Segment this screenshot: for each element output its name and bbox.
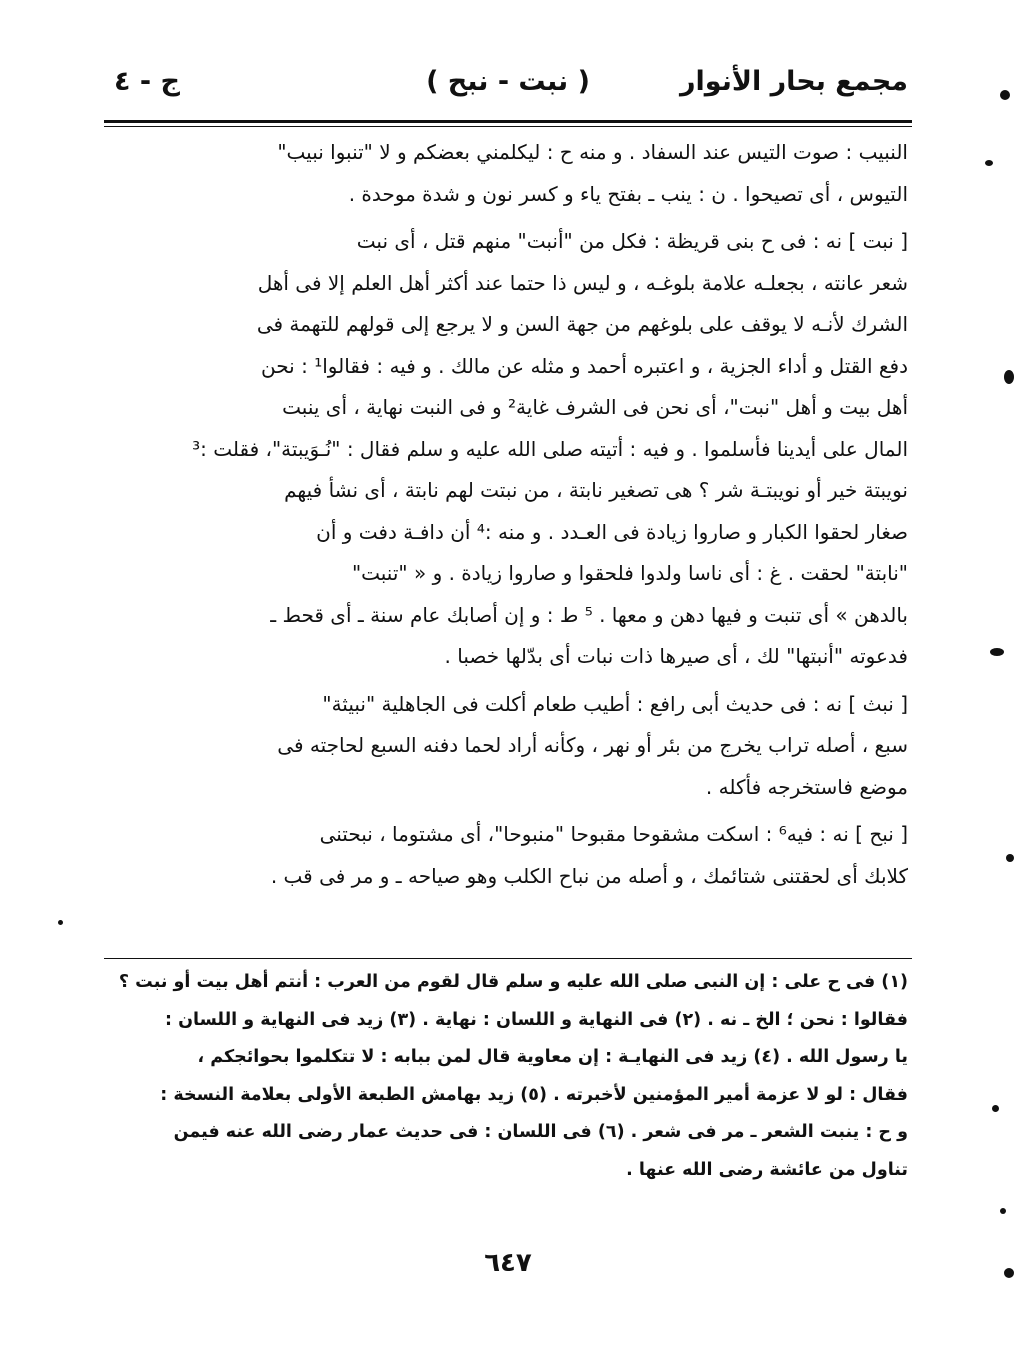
scan-speck	[1004, 1268, 1014, 1278]
body-line: فدعوته "أنبتها" لك ، أى صيرها ذات نبات أى بدّلها خصبا .	[444, 644, 908, 668]
volume-label: ج - ٤	[114, 66, 180, 97]
footnote-rule	[104, 958, 912, 959]
body-line: الشرك لأنـه لا يوقف على بلوغهم من جهة السن و لا يرجع إلى قولهم للتهمة فى	[256, 312, 908, 336]
body-line: "نابتة" لحقت . غ : أى ناسا ولدوا فلحقوا و صاروا زيادة . و « "تنبت"	[351, 561, 908, 585]
footnote-line: تناول من عائشة رضى الله عنها .	[626, 1159, 908, 1180]
scan-speck	[1006, 854, 1014, 862]
body-line: صغار لحقوا الكبار و صاروا زيادة فى العـدد . و منه :⁴ أن دافـة دفت و أن	[316, 519, 908, 544]
scan-speck	[992, 1105, 999, 1112]
footnotes	[108, 964, 908, 1189]
footnote-line: فقالوا : نحن ؛ الخ ـ نه . (٢) فى النهاية و اللسان : نهاية . (٣) زيد فى النهاية و اللسان :	[165, 1009, 908, 1030]
body-line: شعر عانته ، بجعلـه علامة بلوغـه ، و ليس ذا حتما عند أكثر أهل العلم إلا فى أهل	[257, 270, 908, 295]
body-line: النبيب : صوت التيس عند السفاد . و منه ح : ليكلمني بعضكم و لا "تنبوا نبيب"	[277, 140, 908, 164]
scan-speck	[990, 648, 1004, 656]
page-number: ٦٤٧	[484, 1248, 532, 1278]
running-title: مجمع بحار الأنوار	[679, 66, 908, 97]
body-line: المال على أيدينا فأسلموا . و فيه : أتيته صلى الله عليه و سلم فقال : "نُـوَيبتة"، فقلت :³	[192, 436, 908, 461]
scan-speck	[1004, 370, 1014, 384]
scan-speck	[58, 920, 63, 925]
scan-speck	[985, 160, 993, 166]
body-line: دفع القتل و أداء الجزية ، و اعتبره أحمد و مثله عن مالك . و فيه : فقالوا¹ : نحن	[261, 353, 908, 378]
header-rule-thin	[104, 126, 912, 127]
section-range: ( نبت - نبح )	[426, 66, 590, 97]
footnote-line: فقال : لو لا عزمة أمير المؤمنين لأخبرته . (٥) زيد بهامش الطبعة الأولى بعلامة النسخة :	[160, 1084, 908, 1105]
body-line: موضع فاستخرجه فأكله .	[705, 774, 908, 799]
footnote-line: و ح : ينبت الشعر ـ مر فى شعر . (٦) فى اللسان : فى حديث عمار رضى الله عنه فيمن	[173, 1122, 908, 1142]
footnote-line: (١) فى ح على : إن النبى صلى الله عليه و سلم قال لقوم من العرب : أنتم أهل بيت أو نبت ؟	[118, 972, 908, 992]
body-line: [ نبث ] نه : فى حديث أبى رافع : أطيب طعام أكلت فى الجاهلية "نبيثة"	[322, 691, 908, 716]
body-line: أهل بيت و أهل "نبت"، أى نحن فى الشرف غاية² و فى النبت نهاية ، أى ينبت	[282, 395, 908, 419]
body-line: التيوس ، أى تصيحوا . ن : ينب ـ بفتح ياء و كسر نون و شدة موحدة .	[348, 181, 908, 206]
header-rule	[104, 120, 912, 123]
body-line: بالدهن » أى تنبت و فيها دهن و معها . ⁵ ط : و إن أصابك عام سنة ـ أى قحط ـ	[270, 602, 908, 627]
body-line: [ نبت ] نه : فى ح بنى قريظة : فكل من "أنبت" منهم قتل ، أى نبت	[356, 229, 908, 253]
page-header	[108, 66, 908, 106]
scan-speck	[1000, 90, 1010, 100]
main-text	[108, 132, 908, 897]
body-line: [ نبح ] نه : فيه⁶ : اسكت مشقوحا مقبوحا "منبوحا"، أى مشتوما ، نبحتنى	[319, 822, 908, 846]
scan-speck	[1000, 1208, 1006, 1214]
body-line: سبع ، أصله تراب يخرج من بئر أو نهر ، وكأنه أراد لحما دفنه السبع لحاجته فى	[277, 733, 908, 757]
body-line: نويبتة خير أو نويبتـة شر ؟ هى تصغير نابتة ، من نبتت لهم نابتة ، أى نشأ فيهم	[284, 478, 908, 502]
body-line: كلابك أى لحقتنى شتائمك ، و أصله من نباح الكلب وهو صياحه ـ و مر فى قب .	[270, 863, 908, 888]
footnote-line: يا رسول الله . (٤) زيد فى النهايـة : إن معاوية قال لمن ببابه : لا تتكلموا بحوائجكم ،	[197, 1047, 908, 1067]
